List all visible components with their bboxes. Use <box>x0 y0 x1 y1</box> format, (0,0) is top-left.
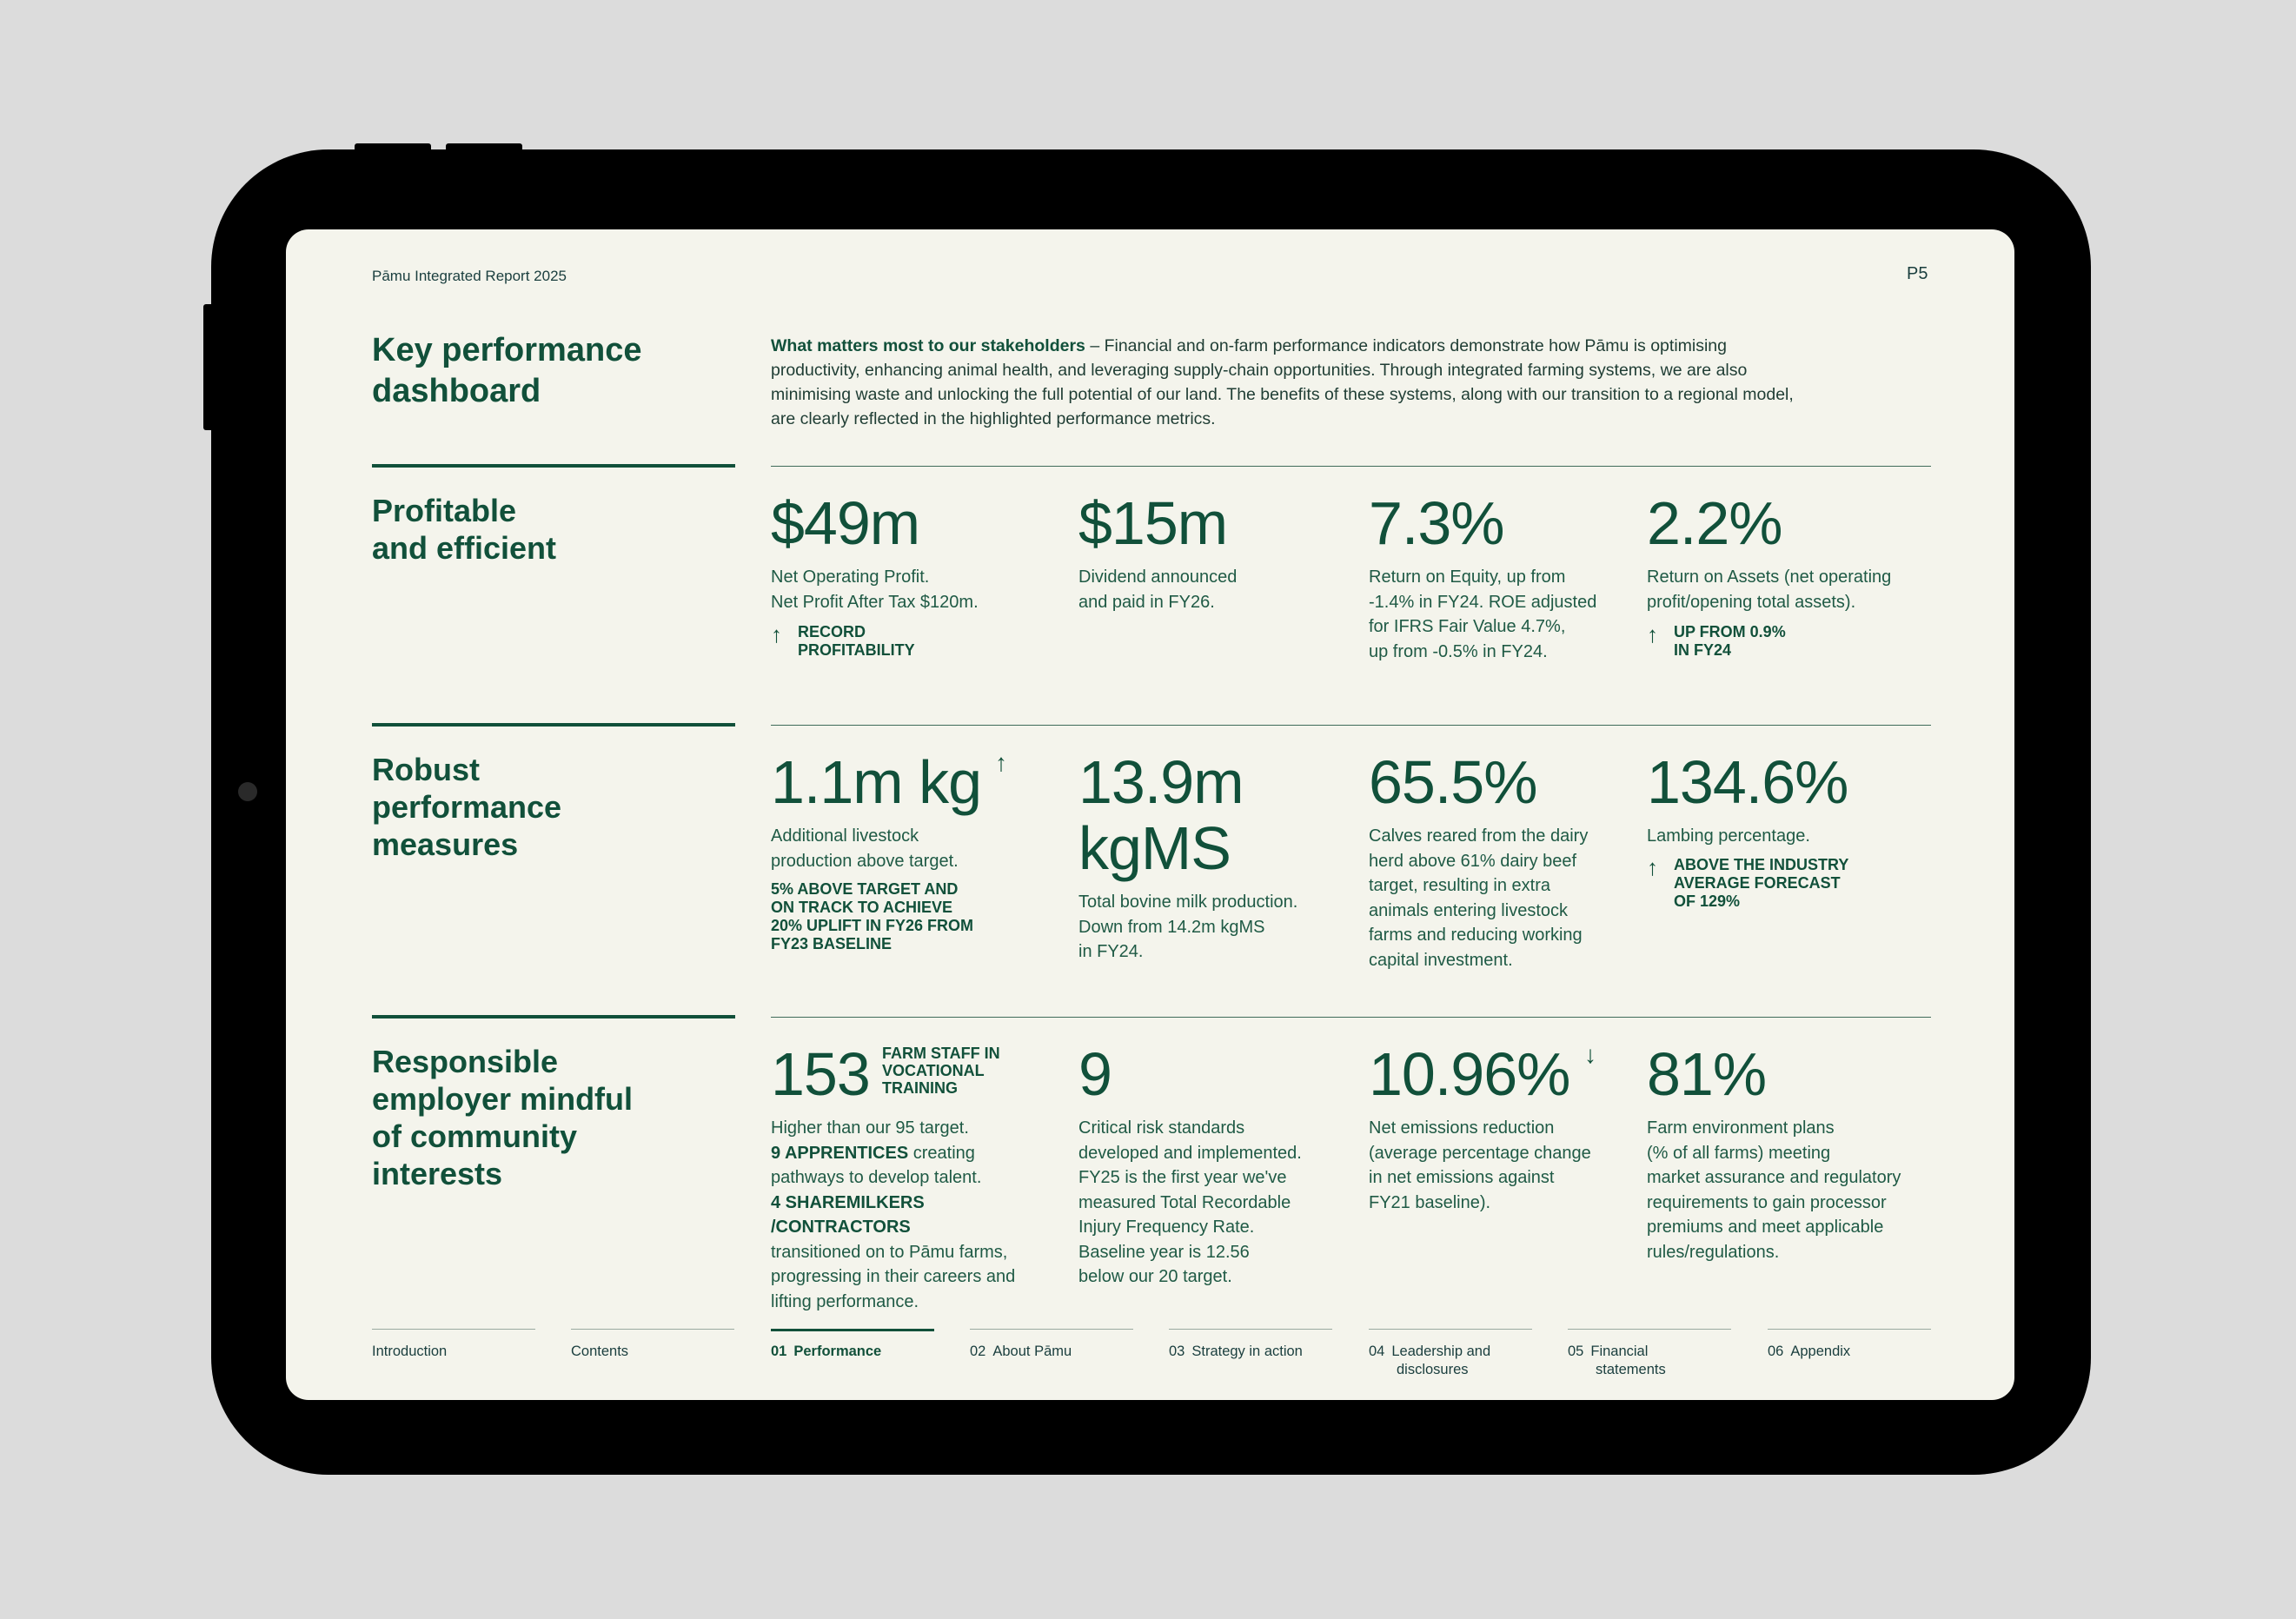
kpi-note-line: ABOVE THE INDUSTRY <box>1674 855 1849 873</box>
kpi-description: developed and implemented. <box>1078 1143 1302 1163</box>
tablet-screen <box>286 229 2014 1400</box>
kpi-description: Lambing percentage. <box>1647 826 1810 846</box>
kpi-note-line: FY23 BASELINE <box>771 935 893 952</box>
nav-financial-statements[interactable] <box>1568 1329 1731 1390</box>
intro-text: are clearly reflected in the highlighted performance metrics. <box>771 409 1216 428</box>
nav-divider <box>1169 1329 1332 1330</box>
kpi-description: farms and reducing working <box>1369 926 1583 945</box>
nav-divider <box>1568 1329 1731 1330</box>
kpi-description: production above target. <box>771 851 959 871</box>
section-title-line: Profitable <box>372 493 517 528</box>
kpi-description: capital investment. <box>1369 950 1513 970</box>
kpi-highlight: 9 APPRENTICES <box>771 1143 909 1163</box>
nav-label: Contents <box>571 1344 629 1359</box>
kpi-note-line: PROFITABILITY <box>798 641 915 659</box>
section-title-line: measures <box>372 826 519 862</box>
nav-divider <box>970 1329 1133 1330</box>
kpi-note-line: ON TRACK TO ACHIEVE <box>771 899 953 916</box>
nav-strategy-in-action[interactable] <box>1169 1329 1332 1390</box>
kpi-description: creating <box>908 1143 975 1163</box>
kpi-description: Return on Equity, up from <box>1369 567 1566 587</box>
kpi-description: in FY24. <box>1078 942 1144 961</box>
section-title-line: interests <box>372 1156 503 1191</box>
page-title <box>372 330 641 412</box>
section-title-responsible <box>372 1043 633 1192</box>
kpi-description: for IFRS Fair Value 4.7%, <box>1369 617 1566 636</box>
nav-label: 04 Leadership and disclosures <box>1369 1344 1491 1377</box>
kpi-description: requirements to gain processor <box>1647 1192 1887 1212</box>
kpi-description: measured Total Recordable <box>1078 1192 1291 1212</box>
kpi-value: 65.5% <box>1369 748 1537 816</box>
kpi-value: $49m <box>771 489 920 557</box>
section-title-line: employer mindful <box>372 1081 634 1117</box>
kpi-value: 7.3% <box>1369 489 1504 557</box>
kpi-description: Additional livestock <box>771 826 919 846</box>
nav-divider <box>1369 1329 1532 1330</box>
kpi-net-emissions-reduction <box>1369 1041 1638 1215</box>
kpi-description: Total bovine milk production. <box>1078 892 1298 912</box>
kpi-description: rules/regulations. <box>1647 1242 1780 1262</box>
kpi-note-line: 20% UPLIFT IN FY26 FROM <box>771 917 974 934</box>
kpi-value: 2.2% <box>1647 489 1782 557</box>
section-title-line: and efficient <box>372 530 557 566</box>
intro-text: – Financial and on-farm performance indicators demonstrate how Pāmu is optimising <box>1085 336 1728 355</box>
kpi-description: progressing in their careers and <box>771 1267 1016 1286</box>
kpi-description: Baseline year is 12.56 <box>1078 1242 1250 1262</box>
kpi-description: FY25 is the first year we've <box>1078 1168 1287 1187</box>
kpi-farm-environment-plans <box>1647 1041 1942 1264</box>
nav-introduction[interactable] <box>372 1329 535 1390</box>
nav-label: 03 Strategy in action <box>1169 1344 1303 1359</box>
kpi-note-line: IN FY24 <box>1674 641 1732 659</box>
section-title-profitable <box>372 492 556 567</box>
report-title: Pāmu Integrated Report 2025 <box>372 268 567 284</box>
kpi-description: below our 20 target. <box>1078 1267 1232 1286</box>
kpi-note-line: 5% ABOVE TARGET AND <box>771 880 959 898</box>
kpi-description: -1.4% in FY24. ROE adjusted <box>1369 592 1597 612</box>
arrow-up-icon: ↑ <box>771 621 782 647</box>
kpi-return-on-equity <box>1369 490 1638 664</box>
kpi-description: Dividend announced <box>1078 567 1238 587</box>
intro-lead: What matters most to our stakeholders <box>771 336 1085 355</box>
nav-label: Introduction <box>372 1344 448 1359</box>
section-divider <box>372 1015 735 1019</box>
kpi-value: $15m <box>1078 489 1228 557</box>
section-title-line: Robust <box>372 752 480 787</box>
arrow-down-icon: ↓ <box>1584 1041 1596 1068</box>
kpi-description: lifting performance. <box>771 1291 919 1311</box>
kpi-description: (% of all farms) meeting <box>1647 1143 1831 1163</box>
kpi-note <box>1647 623 1934 660</box>
kpi-description: profit/opening total assets). <box>1647 592 1856 612</box>
kpi-caption: TRAINING <box>882 1079 958 1097</box>
kpi-note <box>771 880 1058 953</box>
kpi-caption: VOCATIONAL <box>882 1062 985 1079</box>
nav-appendix[interactable] <box>1768 1329 1931 1390</box>
section-title-line: Responsible <box>372 1044 559 1079</box>
nav-label: 05 Financial statements <box>1568 1344 1666 1377</box>
kpi-calves-reared <box>1369 749 1638 972</box>
kpi-value: 10.96% <box>1369 1040 1570 1108</box>
kpi-value: 81% <box>1647 1040 1767 1108</box>
kpi-highlight: 4 SHAREMILKERS /CONTRACTORS <box>771 1192 925 1237</box>
section-divider <box>771 725 1931 726</box>
kpi-description: transitioned on to Pāmu farms, <box>771 1242 1008 1262</box>
kpi-value: 13.9m <box>1078 748 1244 816</box>
kpi-caption: FARM STAFF IN <box>882 1045 1000 1062</box>
kpi-livestock-production <box>771 749 1058 953</box>
nav-active-indicator <box>771 1329 934 1331</box>
kpi-description: Injury Frequency Rate. <box>1078 1218 1255 1237</box>
kpi-value: 134.6% <box>1647 748 1848 816</box>
nav-label: 01 Performance <box>771 1344 882 1359</box>
intro-text: minimising waste and unlocking the full potential of our land. The benefits of these systems, along with our transition to a regional model, <box>771 385 1794 404</box>
kpi-description: and paid in FY26. <box>1078 592 1215 612</box>
kpi-value: 153 <box>771 1040 870 1108</box>
nav-divider <box>571 1329 734 1330</box>
kpi-description: Net emissions reduction <box>1369 1118 1555 1138</box>
kpi-net-operating-profit <box>771 490 1058 660</box>
kpi-farm-staff-training <box>771 1041 1066 1314</box>
page-number: P5 <box>1907 264 1928 283</box>
kpi-description: (average percentage change <box>1369 1143 1591 1163</box>
kpi-description: animals entering livestock <box>1369 900 1568 920</box>
section-divider <box>771 466 1931 467</box>
nav-about-pamu[interactable] <box>970 1329 1133 1390</box>
kpi-milk-production <box>1078 749 1357 965</box>
nav-label: 06 Appendix <box>1768 1344 1851 1359</box>
nav-leadership-and-disclosures[interactable] <box>1369 1329 1532 1390</box>
nav-label: 02 About Pāmu <box>970 1344 1072 1359</box>
kpi-value: 9 <box>1078 1040 1112 1108</box>
kpi-description: target, resulting in extra <box>1369 876 1550 895</box>
kpi-value: kgMS <box>1078 814 1231 882</box>
section-divider <box>372 464 735 468</box>
arrow-up-icon: ↑ <box>1647 621 1658 647</box>
kpi-note <box>1647 853 1934 911</box>
kpi-value: 1.1m kg <box>771 748 981 816</box>
page-title-line: Key performance <box>372 332 642 368</box>
kpi-note-line: RECORD <box>798 623 866 640</box>
kpi-note-line: UP FROM 0.9% <box>1674 623 1786 640</box>
section-title-robust <box>372 751 561 863</box>
arrow-up-icon: ↑ <box>1647 853 1658 880</box>
kpi-description: FY21 baseline). <box>1369 1192 1491 1212</box>
intro-text: productivity, enhancing animal health, and leveraging supply-chain opportunities. Through integrated farming systems, we are also <box>771 361 1748 380</box>
kpi-description: Net Operating Profit. <box>771 567 930 587</box>
intro-paragraph <box>771 334 1935 431</box>
section-divider <box>372 723 735 727</box>
kpi-note-line: AVERAGE FORECAST <box>1674 873 1841 892</box>
kpi-lambing-percentage <box>1647 749 1934 911</box>
kpi-description: Higher than our 95 target. <box>771 1118 969 1138</box>
kpi-description: premiums and meet applicable <box>1647 1218 1884 1237</box>
nav-performance[interactable] <box>771 1329 934 1390</box>
section-title-line: of community <box>372 1118 578 1154</box>
kpi-description: Down from 14.2m kgMS <box>1078 917 1265 937</box>
kpi-note-line: OF 129% <box>1674 892 1741 910</box>
section-title-line: performance <box>372 789 562 825</box>
kpi-return-on-assets <box>1647 490 1934 660</box>
kpi-critical-risk-standards <box>1078 1041 1357 1290</box>
kpi-description: market assurance and regulatory <box>1647 1168 1901 1187</box>
kpi-description: Critical risk standards <box>1078 1118 1245 1138</box>
kpi-description: herd above 61% dairy beef <box>1369 851 1577 871</box>
kpi-description: up from -0.5% in FY24. <box>1369 641 1548 661</box>
nav-divider <box>372 1329 535 1330</box>
kpi-description: Return on Assets (net operating <box>1647 567 1892 587</box>
kpi-dividend <box>1078 490 1357 614</box>
camera-icon <box>238 782 257 801</box>
nav-contents[interactable] <box>571 1329 734 1390</box>
kpi-note <box>771 623 1058 660</box>
kpi-description: in net emissions against <box>1369 1168 1555 1187</box>
kpi-description: Calves reared from the dairy <box>1369 826 1589 846</box>
kpi-description: pathways to develop talent. <box>771 1168 982 1187</box>
page-title-line: dashboard <box>372 373 541 409</box>
section-divider <box>771 1017 1931 1018</box>
kpi-description: Net Profit After Tax $120m. <box>771 592 979 612</box>
arrow-up-icon: ↑ <box>995 749 1007 776</box>
nav-divider <box>1768 1329 1931 1330</box>
kpi-description: Farm environment plans <box>1647 1118 1835 1138</box>
